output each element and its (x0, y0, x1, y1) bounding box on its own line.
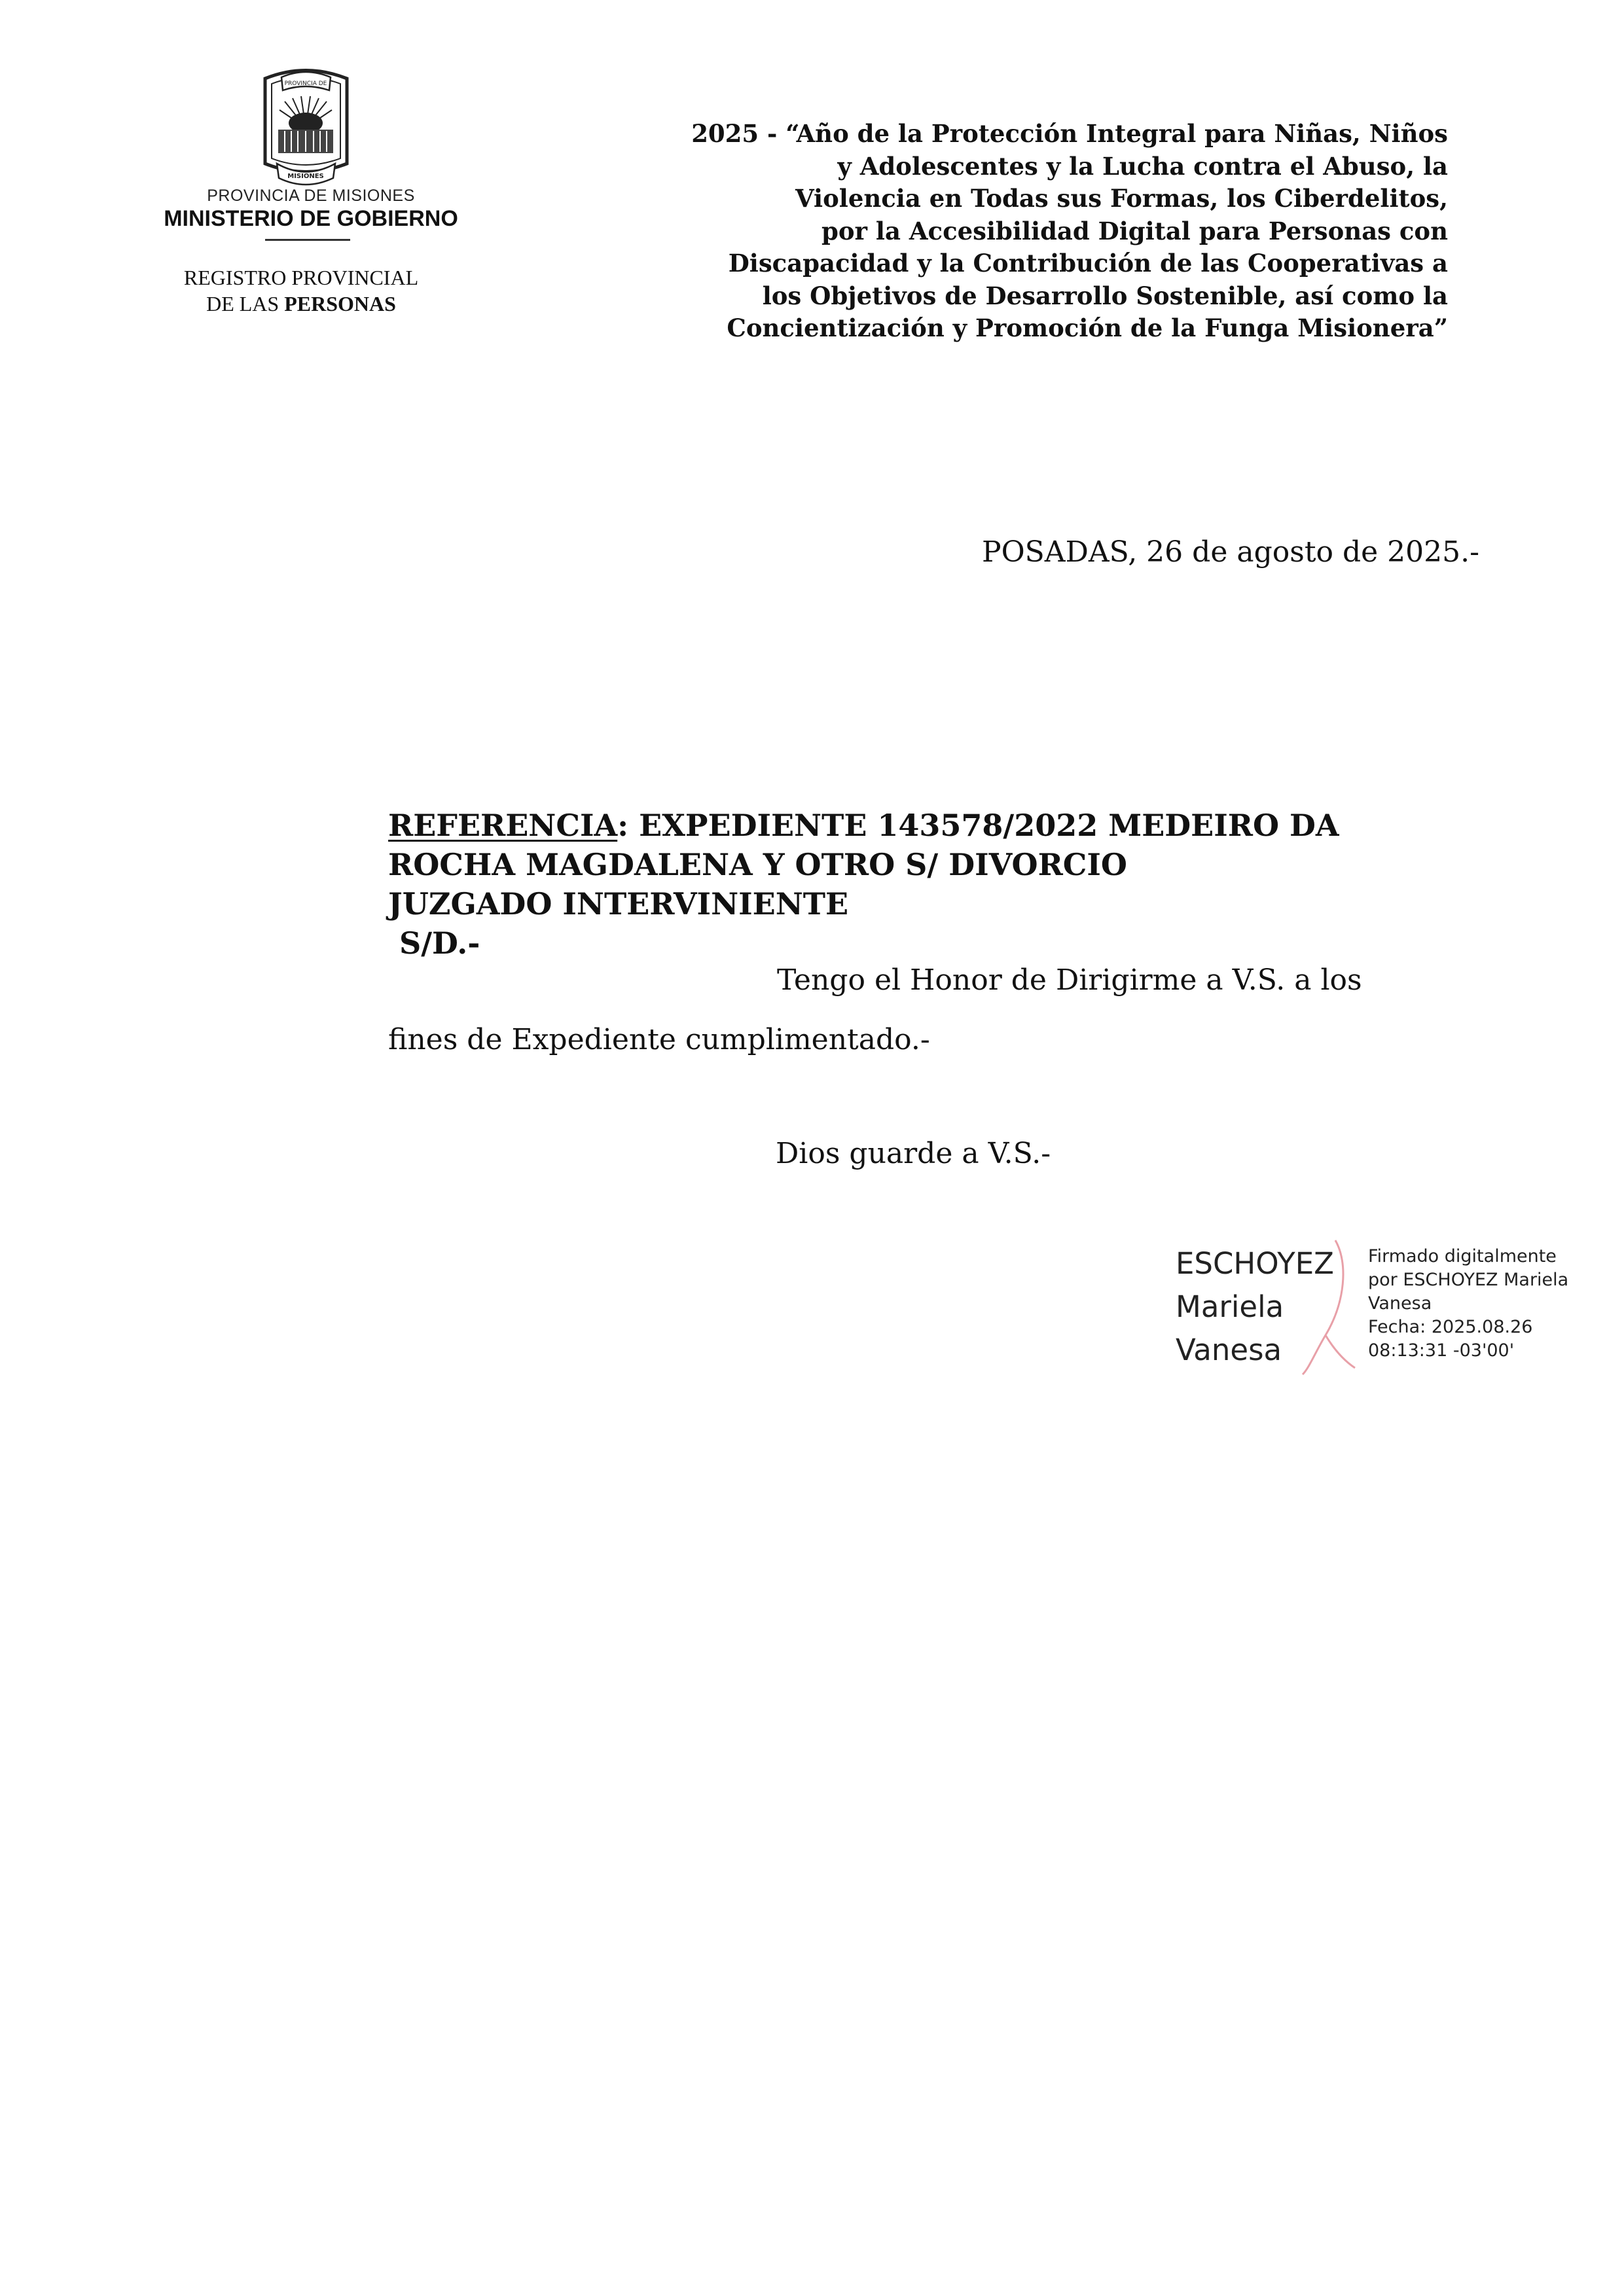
reference-line4: S/D.- (399, 925, 480, 961)
reference-label: REFERENCIA (388, 808, 618, 843)
year-motto (589, 118, 1448, 345)
motto-line: los Objetivos de Desarrollo Sostenible, así como la (762, 281, 1448, 310)
reference-line1 (388, 808, 1339, 843)
registry-name-line1: REGISTRO PROVINCIAL (183, 266, 419, 289)
emblem-lettering-top: PROVINCIA DE (284, 81, 327, 87)
body-line2: fines de Expediente cumplimentado.- (388, 1023, 930, 1056)
registry-name-line2 (160, 292, 442, 316)
signature-detail-line: Firmado digitalmente (1368, 1246, 1557, 1266)
motto-line: 2025 - “Año de la Protección Integral para Niñas, Niños (691, 119, 1448, 148)
province-emblem-logo (252, 65, 360, 191)
motto-line: Concientización y Promoción de la Funga Misionera” (727, 314, 1448, 342)
reference-line3: JUZGADO INTERVINIENTE (388, 886, 849, 922)
signature-detail-line: Vanesa (1368, 1293, 1432, 1314)
signature-name-line: Vanesa (1176, 1333, 1282, 1367)
motto-line: y Adolescentes y la Lucha contra el Abuso, la (837, 151, 1448, 181)
reference-line1-rest: : EXPEDIENTE 143578/2022 MEDEIRO DA (617, 808, 1339, 843)
signature-details (1368, 1245, 1568, 1363)
logo-divider (265, 239, 350, 241)
province-name: PROVINCIA DE MISIONES (207, 187, 415, 205)
motto-line: Violencia en Todas sus Formas, los Ciberdelitos, (795, 184, 1448, 213)
registry-line2-strong: PERSONAS (284, 292, 396, 315)
date-line: POSADAS, 26 de agosto de 2025.- (981, 535, 1479, 569)
reference-line2: ROCHA MAGDALENA Y OTRO S/ DIVORCIO (388, 847, 1127, 882)
registry-line2-prefix: DE LAS (206, 292, 285, 315)
ministry-name: MINISTERIO DE GOBIERNO (164, 206, 458, 231)
body-line1: Tengo el Honor de Dirigirme a V.S. a los (777, 963, 1362, 997)
signature-name-line: Mariela (1176, 1289, 1284, 1324)
signature-detail-line: por ESCHOYEZ Mariela (1368, 1270, 1569, 1290)
signature-detail-line: 08:13:31 -03'00' (1368, 1340, 1515, 1361)
emblem-lettering-bottom: MISIONES (287, 173, 324, 180)
motto-line: por la Accesibilidad Digital para Personas con (821, 216, 1448, 245)
signature-detail-line: Fecha: 2025.08.26 (1368, 1317, 1533, 1337)
motto-line: Discapacidad y la Contribución de las Cooperativas a (728, 249, 1448, 278)
closing-line: Dios guarde a V.S.- (776, 1137, 1051, 1170)
signature-stroke (1299, 1237, 1358, 1378)
signature-name-line: ESCHOYEZ (1176, 1246, 1334, 1281)
